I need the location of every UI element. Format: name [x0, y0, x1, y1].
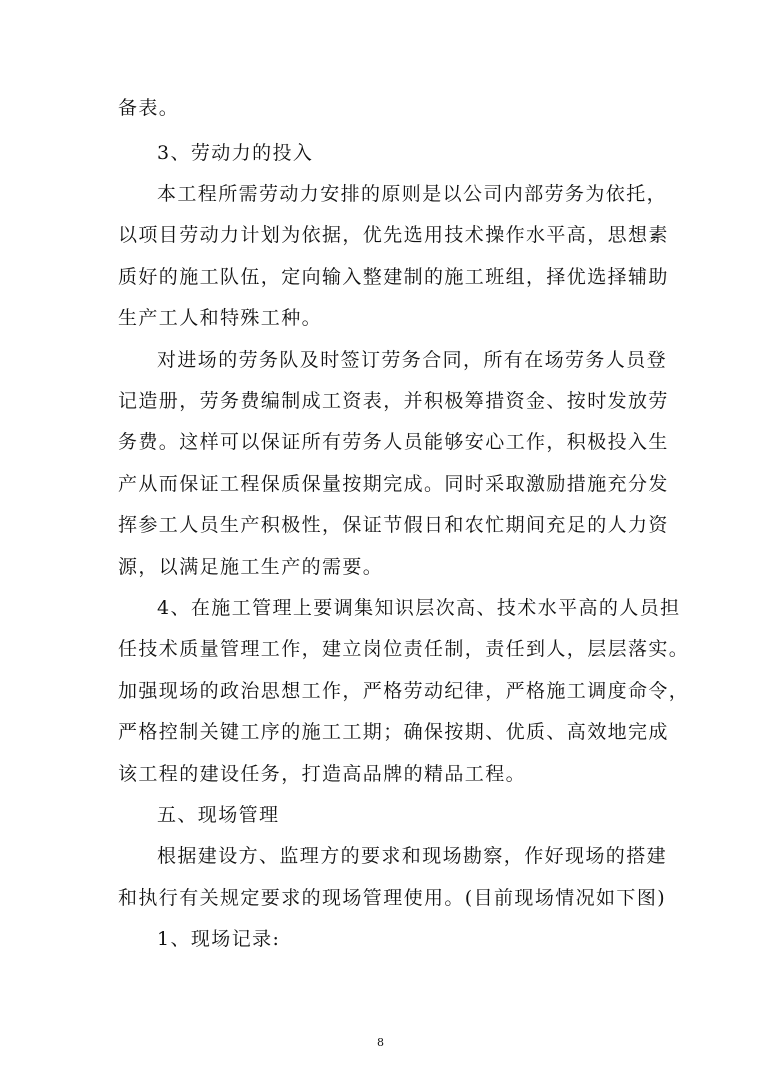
text-line: 挥参工人员生产积极性，保证节假日和农忙期间充足的人力资 [118, 514, 669, 536]
text-line: 记造册，劳务费编制成工资表，并积极筹措资金、按时发放劳 [118, 390, 669, 412]
text-line: 严格控制关键工序的施工工期；确保按期、优质、高效地完成 [118, 721, 669, 743]
text-line: 4、在施工管理上要调集知识层次高、技术水平高的人员担 [157, 597, 681, 619]
text-line: 对进场的劳务队及时签订劳务合同，所有在场劳务人员登 [157, 349, 668, 371]
text-line: 本工程所需劳动力安排的原则是以公司内部劳务为依托， [157, 183, 668, 205]
text-line: 备表。 [118, 97, 180, 119]
section-heading: 1、现场记录: [157, 928, 281, 950]
text-line: 务费。这样可以保证所有劳务人员能够安心工作，积极投入生 [118, 431, 669, 453]
page-number: 8 [377, 1036, 384, 1049]
text-line: 任技术质量管理工作，建立岗位责任制，责任到人，层层落实。 [118, 638, 690, 660]
text-line: 产从而保证工程保质保量按期完成。同时采取激励措施充分发 [118, 473, 669, 495]
section-heading: 3、劳动力的投入 [157, 142, 314, 164]
text-line: 和执行有关规定要求的现场管理使用。(目前现场情况如下图) [118, 887, 667, 909]
section-heading: 五、现场管理 [157, 804, 280, 826]
text-line: 生产工人和特殊工种。 [118, 307, 323, 329]
text-line: 源，以满足施工生产的需要。 [118, 556, 384, 578]
text-line: 加强现场的政治思想工作，严格劳动纪律，严格施工调度命令， [118, 680, 690, 702]
text-line: 以项目劳动力计划为依据，优先选用技术操作水平高，思想素 [118, 224, 669, 246]
text-line: 根据建设方、监理方的要求和现场勘察，作好现场的搭建 [157, 845, 668, 867]
text-line: 该工程的建设任务，打造高品牌的精品工程。 [118, 763, 527, 785]
text-line: 质好的施工队伍，定向输入整建制的施工班组，择优选择辅助 [118, 266, 669, 288]
